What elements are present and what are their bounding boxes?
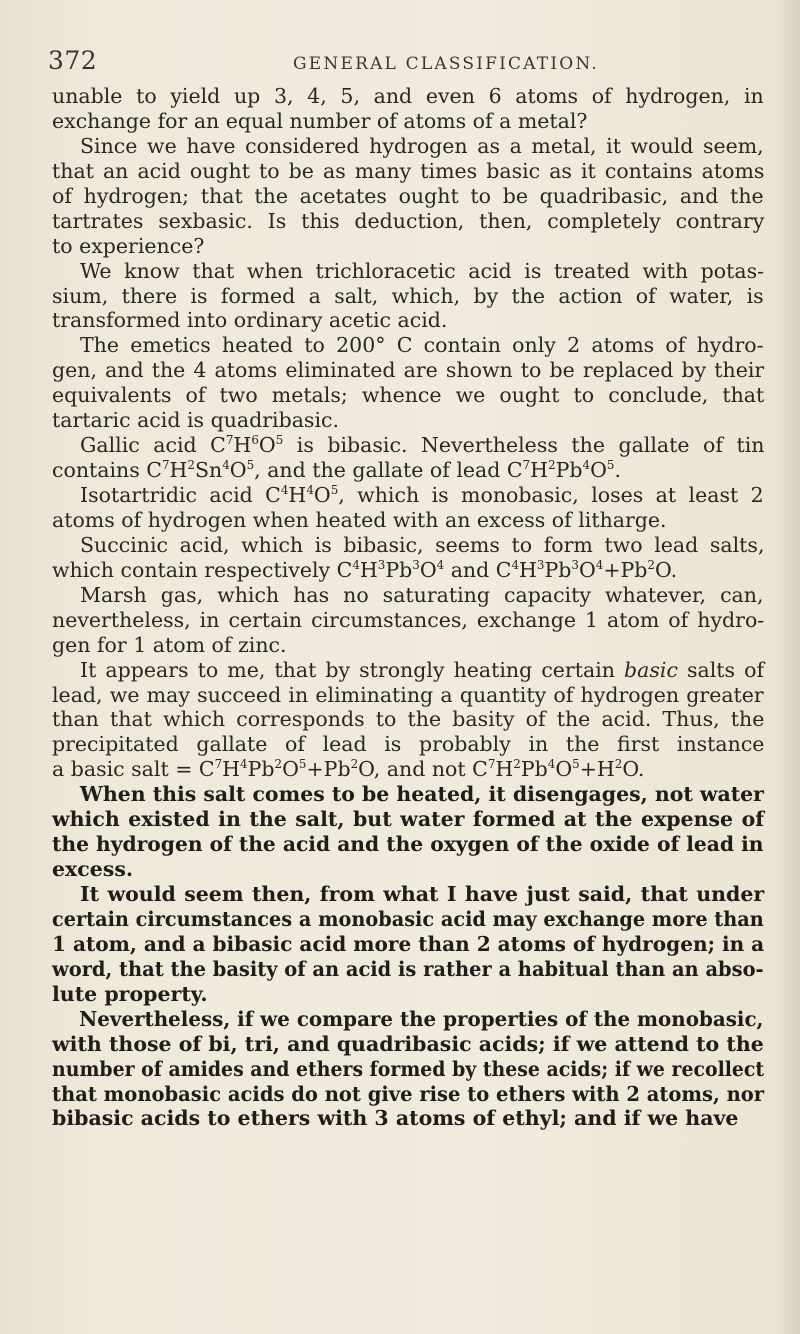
text-line: atoms of hydrogen when heated with an excess of litharge. xyxy=(52,507,667,532)
text-line: Nevertheless, if we compare the properties of the monobasic, xyxy=(79,1006,764,1031)
text-line: tartaric acid is quadribasic. xyxy=(52,408,340,433)
body-text xyxy=(52,84,764,1131)
text-line: When this salt comes to be heated, it disengages, not water xyxy=(79,782,764,807)
text-line: a basic salt = $C^7H^4Pb^2O^5+Pb^2O$, and not $C^7H^2Pb^4O^5+H^2O$. xyxy=(52,757,645,782)
text-line: that an acid ought to be as many times basic as it contains atoms xyxy=(52,158,765,183)
text-line: gen, and the 4 atoms eliminated are shown to be replaced by their xyxy=(52,358,765,383)
text-line: precipitated gallate of lead is probably in the first instance xyxy=(52,732,765,757)
text-line: with those of bi, tri, and quadribasic acids; if we attend to the xyxy=(52,1031,764,1056)
text-line: sium, there is formed a salt, which, by the action of water, is xyxy=(52,283,764,308)
text-line: exchange for an equal number of atoms of a metal? xyxy=(52,108,588,133)
text-line: Since we have considered hydrogen as a metal, it would seem, xyxy=(80,133,764,158)
text-line: Marsh gas, which has no saturating capacity whatever, can, xyxy=(80,582,764,607)
page-number: 372 xyxy=(48,46,98,75)
text-line: 1 atom, and a bibasic acid more than 2 atoms of hydrogen; in a xyxy=(52,931,765,956)
text-line: The emetics heated to 200° C contain only 2 atoms of hydro- xyxy=(80,333,764,358)
text-line: excess. xyxy=(52,857,134,882)
text-line: It appears to me, that by strongly heating certain basic salts of xyxy=(80,657,765,682)
text-line: lead, we may succeed in eliminating a quantity of hydrogen greater xyxy=(52,682,764,707)
text-line: lute property. xyxy=(52,981,208,1006)
text-line: contains $C^7H^2Sn^4O^5$, and the gallate of lead $C^7H^2Pb^4O^5$. xyxy=(52,458,622,483)
text-line: which existed in the salt, but water formed at the expense of xyxy=(52,807,765,832)
text-line: equivalents of two metals; whence we ought to conclude, that xyxy=(52,383,765,408)
text-line: word, that the basity of an acid is rather a habitual than an abso- xyxy=(52,956,764,981)
text-line: the hydrogen of the acid and the oxygen of the oxide of lead in xyxy=(52,832,764,857)
running-head xyxy=(48,46,760,80)
text-line: number of amides and ethers formed by these acids; if we recollect xyxy=(52,1056,765,1081)
text-line: to experience? xyxy=(52,233,205,258)
text-line: that monobasic acids do not give rise to ethers with 2 atoms, nor xyxy=(52,1081,765,1106)
text-line: gen for 1 atom of zinc. xyxy=(52,632,287,657)
text-line: nevertheless, in certain circumstances, exchange 1 atom of hydro- xyxy=(52,607,765,632)
text-line: of hydrogen; that the acetates ought to be quadribasic, and the xyxy=(52,183,764,208)
text-line: Succinic acid, which is bibasic, seems to form two lead salts, xyxy=(80,532,765,557)
running-title: GENERAL CLASSIFICATION. xyxy=(293,54,599,74)
text-line: than that which corresponds to the basity of the acid. Thus, the xyxy=(52,707,765,732)
text-line: transformed into ordinary acetic acid. xyxy=(52,308,448,333)
text-line: unable to yield up 3, 4, 5, and even 6 atoms of hydrogen, in xyxy=(52,84,764,108)
text-line: We know that when trichloracetic acid is treated with potas- xyxy=(80,258,765,283)
text-line: which contain respectively $C^4H^3Pb^3O^4$ and $C^4H^3Pb^3O^4+Pb^2O$. xyxy=(52,557,678,582)
text-line: Isotartridic acid $C^4H^4O^5$, which is monobasic, loses at least 2 xyxy=(80,483,764,507)
text-line: Gallic acid $C^7H^6O^5$ is bibasic. Nevertheless the gallate of tin xyxy=(80,433,765,458)
text-line: It would seem then, from what I have just said, that under xyxy=(80,882,765,906)
text-line: tartrates sexbasic. Is this deduction, then, completely contrary xyxy=(52,208,765,233)
text-line: certain circumstances a monobasic acid may exchange more than xyxy=(52,906,764,931)
text-line: bibasic acids to ethers with 3 atoms of ethyl; and if we have xyxy=(52,1106,739,1131)
